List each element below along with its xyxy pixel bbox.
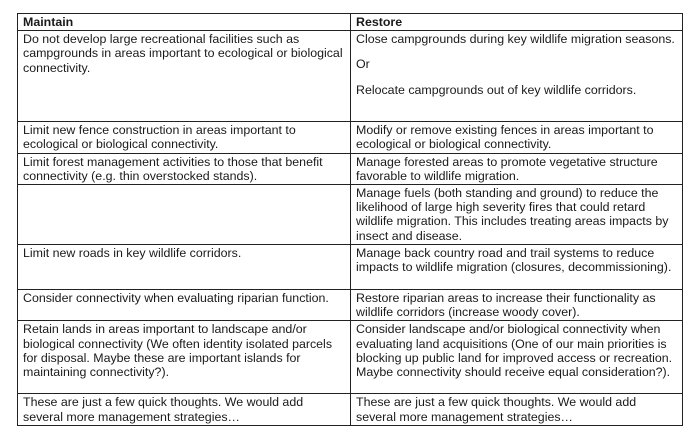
restore-cell: These are just a few quick thoughts. We would add several more management strategies… — [351, 394, 683, 425]
table-row — [18, 122, 683, 153]
table-row — [18, 245, 683, 290]
table-row — [18, 185, 683, 245]
restore-cell — [351, 31, 683, 122]
restore-paragraph: Close campgrounds during key wildlife migration seasons. — [356, 32, 675, 47]
restore-cell: Manage back country road and trail systems to reduce impacts to wildlife migration (closures, decommissioning). — [351, 245, 683, 290]
restore-cell: Manage fuels (both standing and ground) to reduce the likelihood of large high severity fires that could retard wildlife migration. This includes treating areas impacts by insect and disease. — [351, 185, 683, 245]
table-row — [18, 394, 683, 425]
maintain-cell — [18, 185, 351, 245]
restore-cell: Modify or remove existing fences in areas important to ecological or biological connectivity. — [351, 122, 683, 153]
restore-cell: Manage forested areas to promote vegetative structure favorable to wildlife migration. — [351, 153, 683, 184]
maintain-cell: Limit new fence construction in areas important to ecological or biological connectivity. — [18, 122, 351, 153]
restore-paragraph: Or — [356, 57, 370, 72]
maintain-header: Maintain — [18, 14, 351, 31]
maintain-cell: Retain lands in areas important to landscape and/or biological connectivity (We often identity isolated parcels for disposal. Maybe these are important islands for maintaining connectivity?). — [18, 321, 351, 394]
restore-cell: Restore riparian areas to increase their functionality as wildlife corridors (increase woody cover). — [351, 290, 683, 321]
table-row — [18, 31, 683, 122]
table-row — [18, 321, 683, 394]
restore-paragraph: Relocate campgrounds out of key wildlife corridors. — [356, 82, 637, 97]
strategy-table-container — [17, 13, 682, 426]
maintain-cell: Consider connectivity when evaluating riparian function. — [18, 290, 351, 321]
maintain-cell: Limit new roads in key wildlife corridors. — [18, 245, 351, 290]
restore-cell: Consider landscape and/or biological connectivity when evaluating land acquisitions (One of our main priorities is blocking up public land for improved access or recreation. Maybe connectivity should receive equal consideration?). — [351, 321, 683, 394]
maintain-restore-table — [17, 13, 683, 426]
table-row — [18, 290, 683, 321]
header-row — [18, 14, 683, 31]
maintain-cell: Do not develop large recreational facilities such as campgrounds in areas important to ecological or biological connectivity. — [18, 31, 351, 122]
table-row — [18, 153, 683, 184]
maintain-cell: These are just a few quick thoughts. We would add several more management strategies… — [18, 394, 351, 425]
maintain-cell: Limit forest management activities to those that benefit connectivity (e.g. thin overstocked stands). — [18, 153, 351, 184]
restore-header: Restore — [351, 14, 683, 31]
